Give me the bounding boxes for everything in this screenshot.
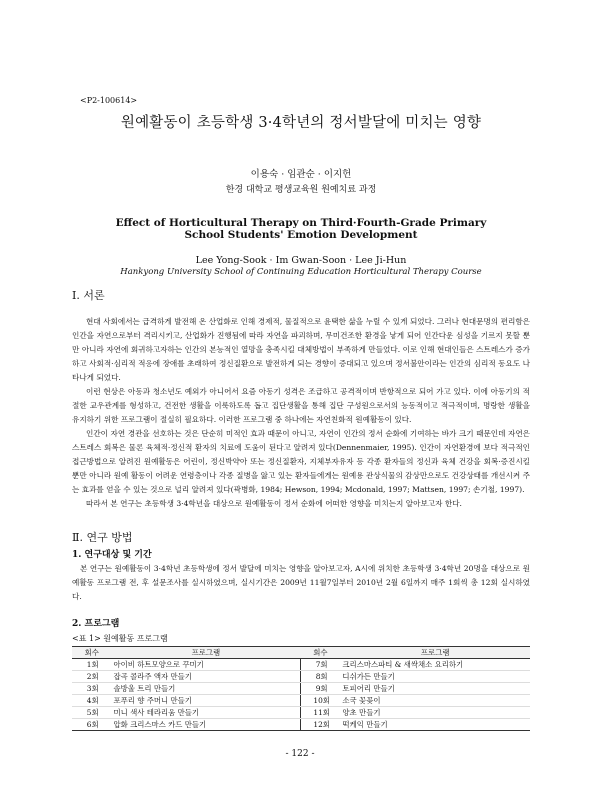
paper-title-english: Effect of Horticultural Therapy on Third·Fourth-Grade Primary School Students' Emotion Development (115, 217, 487, 241)
table-row (72, 659, 530, 671)
paper-page (72, 96, 530, 731)
table-cell: 7회 (300, 659, 340, 671)
table-caption: <표 1> 원예활동 프로그램 (72, 634, 168, 643)
affiliation-english: Hankyong University School of Continuing Education Horticultural Therapy Course (120, 267, 482, 277)
table-cell: 디쉬가든 만들기 (340, 671, 530, 683)
table-cell: 아이비 하트모양으로 꾸미기 (111, 659, 300, 671)
table-cell: 토피어리 만들기 (340, 683, 530, 695)
table-cell: 미니 색사 테라리움 만들기 (111, 707, 300, 719)
paragraph: 이런 현상은 아동과 청소년도 예외가 아니어서 요즘 아동기 성격은 조급하고 공격적이며 반항적으로 되어 가고 있다. 이에 아동기의 적절한 교우관계를 형성하고, 건전한 생활을 이룩하도록 돕고 집단생활을 통해 집단 구성원으로서의 능동적이고 적극적이며, 명랑한 생활을 유지하기 위한 프로그램이 절실히 필요하다. 이러한 프로그램 중 하나에는 자연친화적 원예활동이 있다. (72, 387, 530, 424)
paragraph: 현대 사회에서는 급격하게 발전해 온 산업화로 인해 경제적, 물질적으로 윤택한 삶을 누릴 수 있게 되었다. 그러나 현대문명의 편리함은 인간을 자연으로부터 격리시키고, 산업화가 진행됨에 따라 자연을 파괴하며, 무미건조한 환경을 낳게 되어 인간다운 심성을 기르지 못할 뿐만 아니라 자연에 회귀하고자하는 인간의 본능적인 열망을 충족시킬 대체방법이 부족하게 만들었다. 이로 인해 현대인들은 스트레스가 증가하고 사회적·심리적 적응에 장애를 초래하여 정신질환으로 발전하게 되는 경향이 증대되고 있으며 정서불안이라는 인간의 심리적 동요도 나타나게 되었다. (72, 317, 530, 382)
table-cell: 5회 (72, 707, 111, 719)
affiliation-korean: 한경 대학교 평생교육원 원예치료 과정 (225, 185, 377, 195)
paragraph: 따라서 본 연구는 초등학생 3·4학년을 대상으로 원예활동이 정서 순화에 어떠한 영향을 미치는지 알아보고자 한다. (86, 499, 462, 508)
table-cell: 2회 (72, 671, 111, 683)
introduction-body (72, 315, 530, 511)
table-cell: 10회 (300, 695, 340, 707)
table-cell: 12회 (300, 719, 340, 731)
table-cell: 8회 (300, 671, 340, 683)
paper-code: <P2-100614> (80, 96, 138, 105)
table-cell: 1회 (72, 659, 111, 671)
table-cell: 압화 크리스마스 카드 만들기 (111, 719, 300, 731)
paper-title-korean: 원예활동이 초등학생 3·4학년의 정서발달에 미치는 영향 (120, 115, 482, 131)
paragraph: 본 연구는 원예활동이 3·4학년 초등학생에 정서 발달에 미치는 영향을 알아보고자, A시에 위치한 초등학생 3·4학년 20명을 대상으로 원예활동 프로그램 전, 후 설문조사를 실시하였으며, 실시기간은 2009년 11월7일부터 2010년 2월 6일까지 매주 1회씩 총 12회 실시하였다. (72, 564, 530, 601)
table-header-cell: 프로그램 (340, 647, 530, 659)
authors-english: Lee Yong-Sook · Im Gwan-Soon · Lee Ji-Hun (195, 255, 407, 266)
table-header-cell: 프로그램 (111, 647, 300, 659)
program-table (72, 646, 530, 731)
table-row (72, 719, 530, 731)
table-cell: 크리스마스파티 & 새싹채소 요리하기 (340, 659, 530, 671)
paragraph: 인간이 자연 경관을 선호하는 것은 단순히 미적인 효과 때문이 아니고, 자연이 인간의 정서 순화에 기여하는 바가 크기 때문인데 자연은 스트레스 회복은 물론 육체적·정신적 환자의 치료에 도움이 된다고 알려져 있다(Dennenmaier, 1995). 인간이 자연환경에 보다 적극적인 접근방법으로 알려진 원예활동은 어린이, 정신박약아 또는 정신질환자, 지체부자유자 등 각종 환자들의 정신과 육체 건강을 회복·증진시킬 뿐만 아니라 원예 활동이 어려운 연령층이나 각종 질병을 앓고 있는 환자들에게는 원예용 관상식물의 감상만으로도 건강상태를 개선시켜 주는 효과를 얻을 수 있는 것으로 널리 알려져 있다(곽병화, 1984; Hewson, 1994; Mcdonald, 1997; Mattsen, 1997; 손기철, 1997). (72, 429, 530, 494)
table-row (72, 695, 530, 707)
table-header-cell: 회수 (72, 647, 111, 659)
table-row (72, 671, 530, 683)
authors-korean: 이용숙 · 임관순 · 이지헌 (250, 169, 352, 180)
table-cell: 양초 만들기 (340, 707, 530, 719)
table-cell: 소국 꽃꽂이 (340, 695, 530, 707)
table-cell: 포푸리 향 주머니 만들기 (111, 695, 300, 707)
table-row (72, 683, 530, 695)
subjects-body (72, 562, 530, 604)
table-cell: 4회 (72, 695, 111, 707)
table-cell: 9회 (300, 683, 340, 695)
subsection-heading-subjects: 1. 연구대상 및 기간 (72, 550, 152, 560)
table-header-cell: 회수 (300, 647, 340, 659)
table-header-row (72, 647, 530, 659)
table-cell: 11회 (300, 707, 340, 719)
section-heading-methods: Ⅱ. 연구 방법 (72, 531, 133, 544)
subsection-heading-program: 2. 프로그램 (72, 619, 120, 629)
table-cell: 잡곡 콜라주 액자 만들기 (111, 671, 300, 683)
section-heading-introduction: Ⅰ. 서론 (72, 289, 105, 302)
table-cell: 6회 (72, 719, 111, 731)
page-number: - 122 - (285, 749, 315, 759)
table-row (72, 707, 530, 719)
table-cell: 떡케익 만들기 (340, 719, 530, 731)
table-cell: 3회 (72, 683, 111, 695)
table-cell: 솔방울 트리 만들기 (111, 683, 300, 695)
